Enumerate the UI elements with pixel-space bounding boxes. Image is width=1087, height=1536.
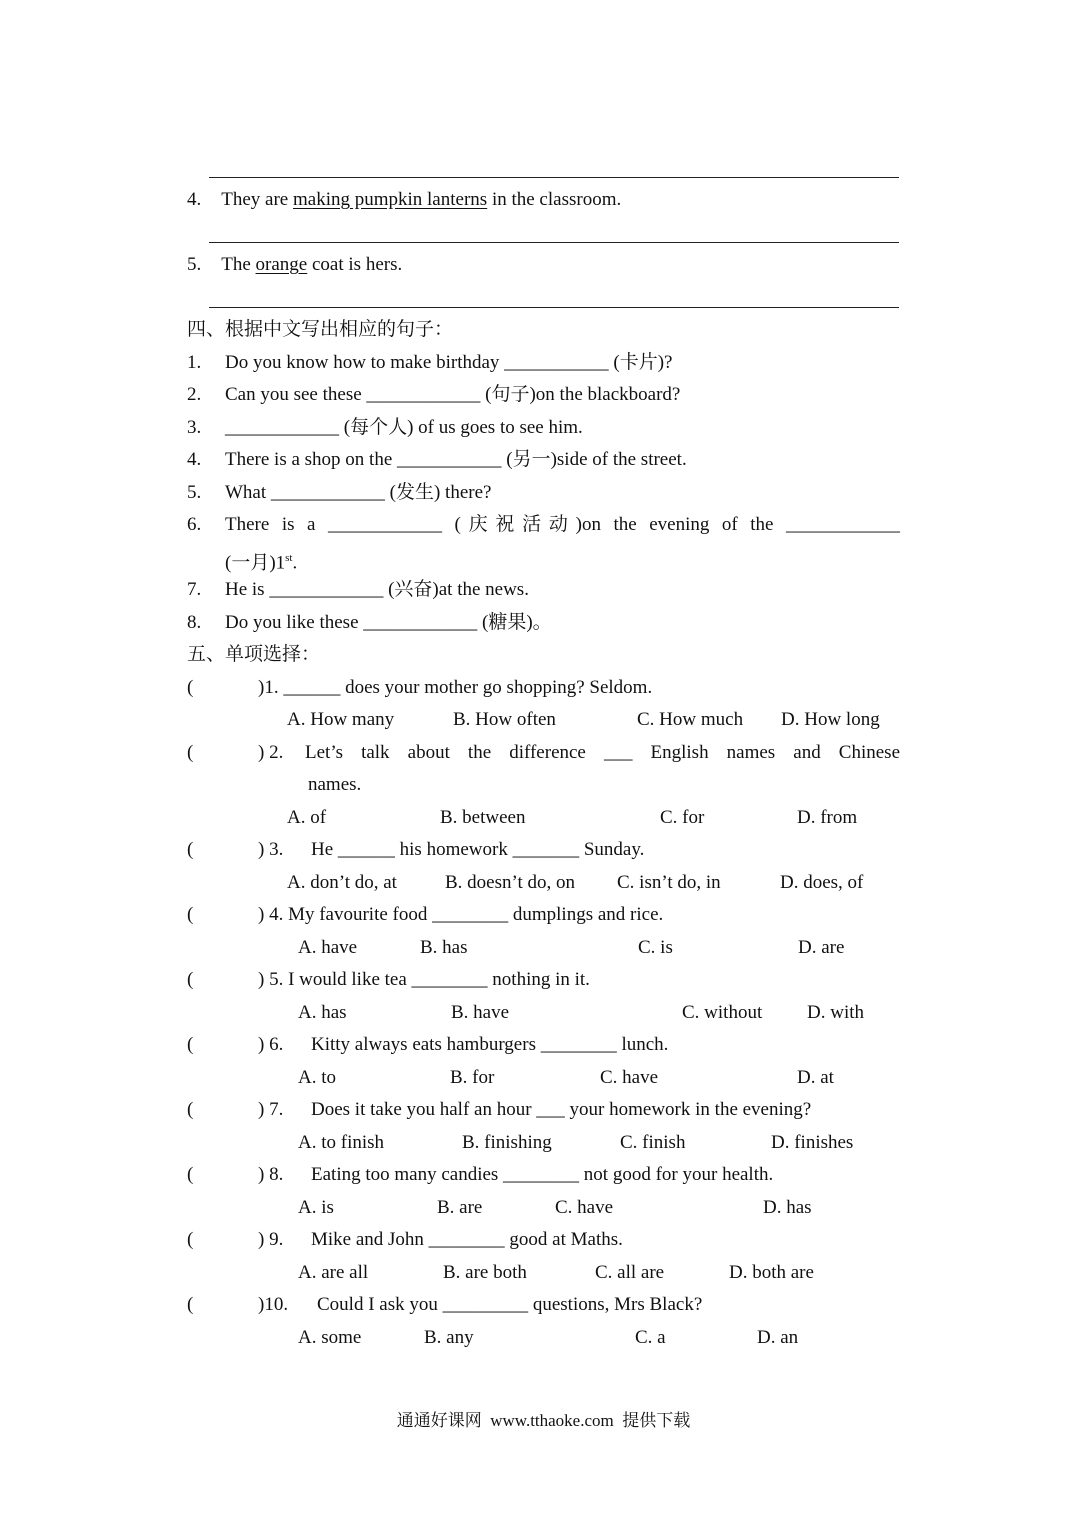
answer-line-3[interactable] [209,177,899,178]
q2-label: ) 2. [258,742,284,763]
q7-label: ) 7. [258,1099,284,1120]
q7-option-a[interactable]: A. to finish [298,1132,385,1153]
s3-q5: 5. The orange coat is hers. [187,254,403,275]
s4-item-3: ____________ (每个人) of us goes to see him. [225,417,583,438]
q4-option-b[interactable]: B. has [420,937,468,958]
page-footer: 通通好课网 www.tthaoke.com 提供下载 [396,1411,691,1430]
q10-stem: Could I ask you _________ questions, Mrs Black? [317,1294,703,1315]
q10-option-b[interactable]: B. any [424,1327,474,1348]
q7-option-b[interactable]: B. finishing [462,1132,552,1153]
section5-heading: 五、单项选择： [187,644,321,665]
answer-paren-8[interactable]: ( [187,1164,194,1185]
answer-paren-2[interactable]: ( [187,742,194,763]
q10-option-c[interactable]: C. a [635,1327,666,1348]
answer-paren-7[interactable]: ( [187,1099,194,1120]
q8-option-b[interactable]: B. are [437,1197,483,1218]
s4-item-8: Do you like these ____________ (糖果)。 [225,612,552,633]
q10-label: )10. [258,1294,289,1315]
q1-option-b[interactable]: B. How often [453,709,556,730]
q6-option-d[interactable]: D. at [797,1067,834,1088]
q1-stem: )1. ______ does your mother go shopping? Seldom. [258,677,653,698]
q2-option-d[interactable]: D. from [797,807,858,828]
section4-heading: 四、根据中文写出相应的句子： [187,319,454,340]
s4-item-6: There is a ____________ (庆祝活动)on the evening of the ____________ [225,514,900,535]
q3-stem: He ______ his homework _______ Sunday. [311,839,645,860]
answer-paren-6[interactable]: ( [187,1034,194,1055]
q6-label: ) 6. [258,1034,284,1055]
answer-paren-3[interactable]: ( [187,839,194,860]
answer-paren-9[interactable]: ( [187,1229,194,1250]
q8-option-a[interactable]: A. is [298,1197,334,1218]
q7-option-d[interactable]: D. finishes [771,1132,854,1153]
q5-option-d[interactable]: D. with [807,1002,864,1023]
s4-num-6: 6. [187,514,202,535]
s4-item-1: Do you know how to make birthday ___________ (卡片)? [225,352,673,373]
answer-line-5[interactable] [209,307,899,308]
s4-num-5: 5. [187,482,202,503]
q4-option-a[interactable]: A. have [298,937,358,958]
q2-option-b[interactable]: B. between [440,807,526,828]
q9-label: ) 9. [258,1229,284,1250]
q2-option-c[interactable]: C. for [660,807,705,828]
q3-label: ) 3. [258,839,284,860]
q9-option-c[interactable]: C. all are [595,1262,665,1283]
q7-option-c[interactable]: C. finish [620,1132,686,1153]
q9-option-b[interactable]: B. are both [443,1262,527,1283]
s4-item-7: He is ____________ (兴奋)at the news. [225,579,529,600]
s4-item-2: Can you see these ____________ (句子)on the blackboard? [225,384,681,405]
q9-stem: Mike and John ________ good at Maths. [311,1229,623,1250]
s3-q4: 4. They are making pumpkin lanterns in the classroom. [187,189,622,210]
q9-option-a[interactable]: A. are all [298,1262,369,1283]
q8-option-c[interactable]: C. have [555,1197,614,1218]
q4-option-d[interactable]: D. are [798,937,845,958]
q10-option-a[interactable]: A. some [298,1327,362,1348]
q1-option-a[interactable]: A. How many [287,709,395,730]
s4-item-6-cont: (一月)1st. [225,552,298,574]
q2-option-a[interactable]: A. of [287,807,327,828]
q1-option-d[interactable]: D. How long [781,709,880,730]
s4-item-4: There is a shop on the ___________ (另一)side of the street. [225,449,687,470]
q5-option-c[interactable]: C. without [682,1002,763,1023]
answer-line-4[interactable] [209,242,899,243]
answer-paren-1[interactable]: ( [187,677,194,698]
q3-option-b[interactable]: B. doesn’t do, on [445,872,576,893]
q8-label: ) 8. [258,1164,284,1185]
s4-num-3: 3. [187,417,202,438]
q10-option-d[interactable]: D. an [757,1327,799,1348]
q6-option-a[interactable]: A. to [298,1067,336,1088]
q2-stem: Let’s talk about the difference ___ English names and Chinese [305,742,900,763]
q4-option-c[interactable]: C. is [638,937,673,958]
q9-option-d[interactable]: D. both are [729,1262,814,1283]
s4-num-7: 7. [187,579,202,600]
q3-option-c[interactable]: C. isn’t do, in [617,872,721,893]
answer-paren-10[interactable]: ( [187,1294,194,1315]
s4-num-1: 1. [187,352,202,373]
q5-stem: ) 5. I would like tea ________ nothing in it. [258,969,590,990]
q1-option-c[interactable]: C. How much [637,709,744,730]
answer-paren-5[interactable]: ( [187,969,194,990]
q8-stem: Eating too many candies ________ not good for your health. [311,1164,774,1185]
q6-option-c[interactable]: C. have [600,1067,659,1088]
s4-num-2: 2. [187,384,202,405]
q8-option-d[interactable]: D. has [763,1197,812,1218]
answer-paren-4[interactable]: ( [187,904,194,925]
q6-stem: Kitty always eats hamburgers ________ lunch. [311,1034,669,1055]
q5-option-a[interactable]: A. has [298,1002,347,1023]
q3-option-a[interactable]: A. don’t do, at [287,872,397,893]
q4-stem: ) 4. My favourite food ________ dumplings and rice. [258,904,664,925]
q5-option-b[interactable]: B. have [451,1002,510,1023]
q2-stem-cont: names. [308,774,362,795]
q6-option-b[interactable]: B. for [450,1067,495,1088]
s4-num-8: 8. [187,612,202,633]
s4-item-5: What ____________ (发生) there? [225,482,492,503]
q7-stem: Does it take you half an hour ___ your homework in the evening? [311,1099,812,1120]
q3-option-d[interactable]: D. does, of [780,872,864,893]
s4-num-4: 4. [187,449,202,470]
